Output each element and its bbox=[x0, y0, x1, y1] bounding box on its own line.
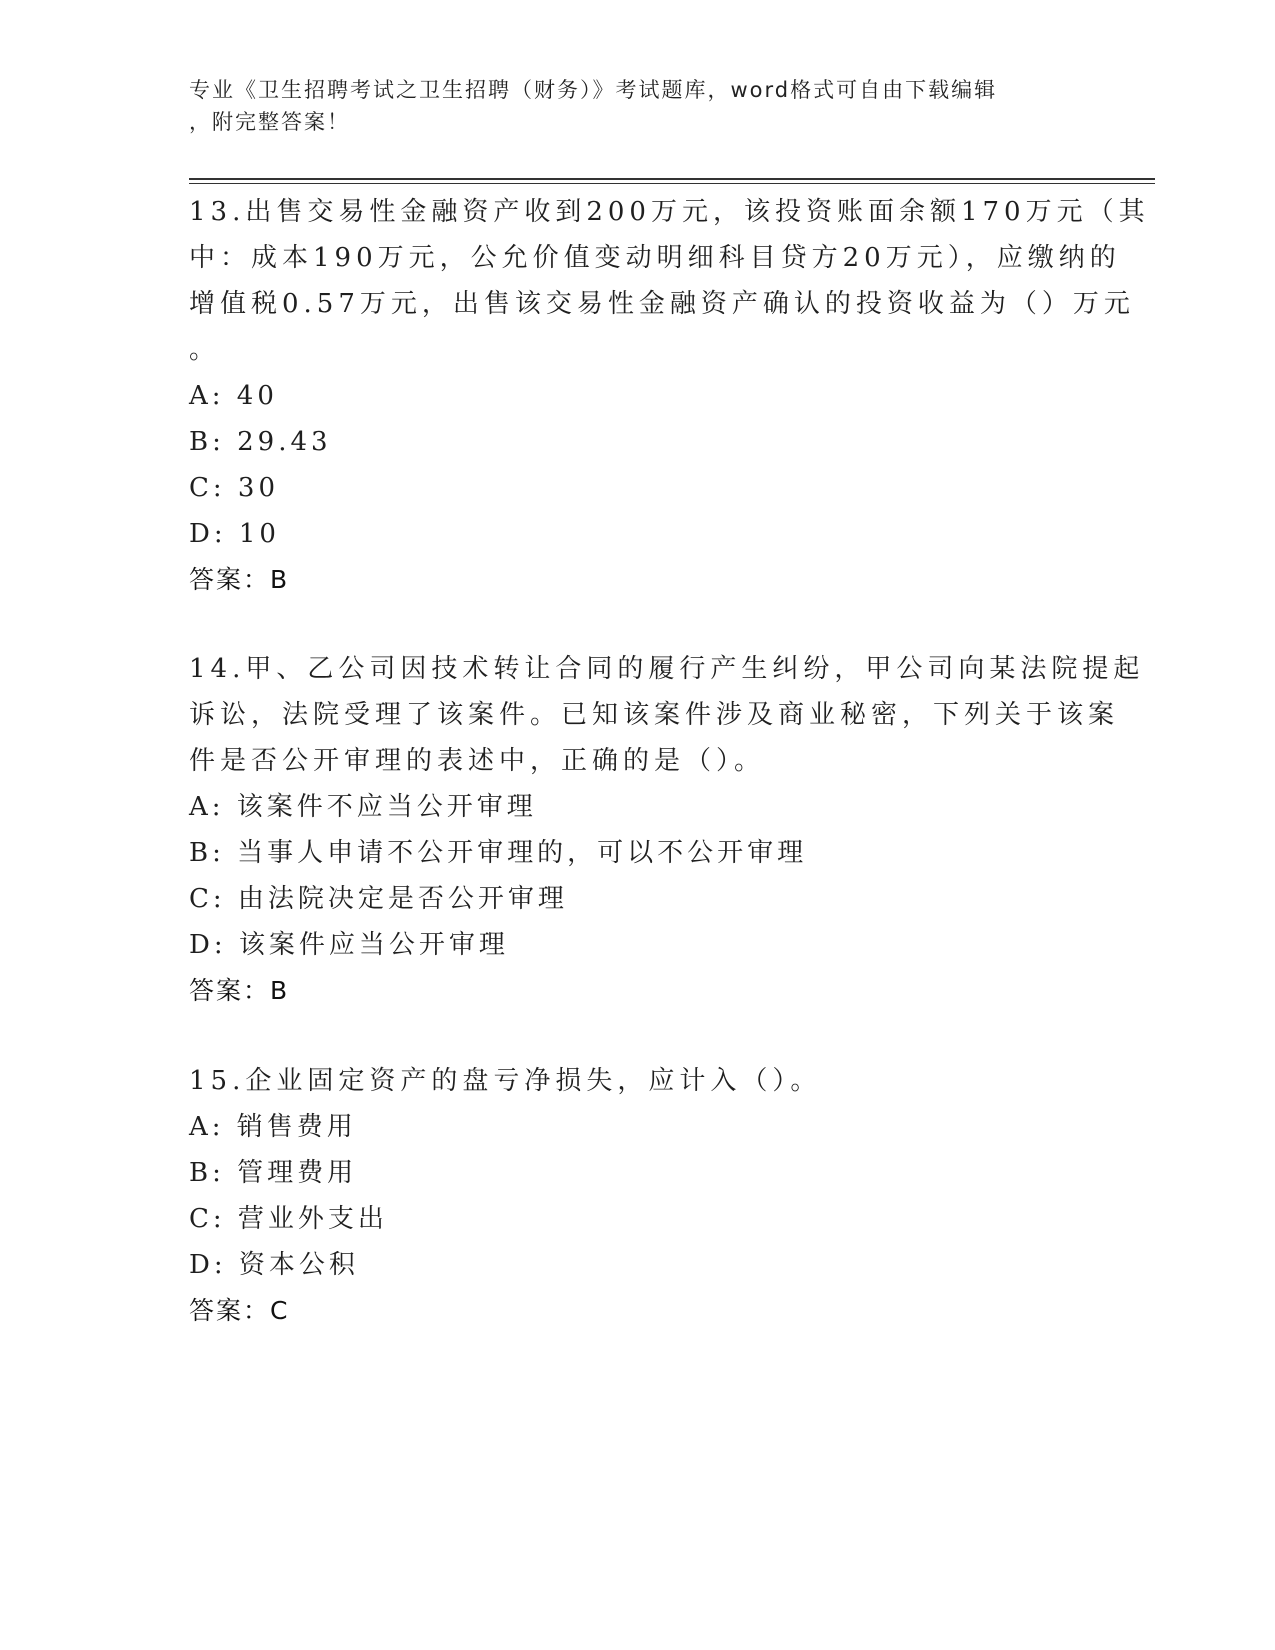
header-line-2: ，附完整答案！ bbox=[189, 110, 350, 134]
option-b: B: 当事人申请不公开审理的，可以不公开审理 bbox=[189, 838, 808, 868]
stem-line: 13.出售交易性金融资产收到200万元，该投资账面余额170万元（其 bbox=[189, 197, 1150, 227]
question-13 bbox=[189, 189, 1150, 603]
stem-line: 14.甲、乙公司因技术转让合同的履行产生纠纷，甲公司向某法院提起 bbox=[189, 654, 1145, 684]
option-d: D: 该案件应当公开审理 bbox=[189, 930, 509, 960]
stem-line: 15.企业固定资产的盘亏净损失，应计入（）。 bbox=[189, 1066, 822, 1096]
stem-line: 。 bbox=[189, 335, 221, 365]
answer-line: 答案：B bbox=[189, 565, 290, 594]
header-divider-thin bbox=[189, 183, 1155, 184]
option-d: D: 资本公积 bbox=[189, 1250, 359, 1280]
question-14 bbox=[189, 646, 1145, 1014]
option-b: B: 管理费用 bbox=[189, 1158, 358, 1188]
stem-line: 中：成本190万元，公允价值变动明细科目贷方20万元），应缴纳的 bbox=[189, 243, 1121, 273]
option-b: B: 29.43 bbox=[189, 427, 332, 457]
question-stem bbox=[189, 646, 1145, 784]
stem-line: 增值税0.57万元，出售该交易性金融资产确认的投资收益为（）万元 bbox=[189, 289, 1135, 319]
answer-line: 答案：C bbox=[189, 1296, 290, 1325]
question-stem bbox=[189, 189, 1150, 373]
question-15 bbox=[189, 1058, 1089, 1334]
option-a: A: 该案件不应当公开审理 bbox=[189, 792, 537, 822]
option-c: C: 营业外支出 bbox=[189, 1204, 388, 1234]
header-divider bbox=[189, 178, 1155, 180]
option-a: A: 销售费用 bbox=[189, 1112, 357, 1142]
document-header bbox=[189, 74, 1069, 138]
option-d: D: 10 bbox=[189, 519, 280, 549]
stem-line: 诉讼，法院受理了该案件。已知该案件涉及商业秘密，下列关于该案 bbox=[189, 700, 1120, 730]
answer-line: 答案：B bbox=[189, 976, 290, 1005]
stem-line: 件是否公开审理的表述中，正确的是（）。 bbox=[189, 746, 766, 776]
option-c: C: 30 bbox=[189, 473, 280, 503]
question-stem bbox=[189, 1058, 1089, 1104]
option-c: C: 由法院决定是否公开审理 bbox=[189, 884, 568, 914]
header-line-1: 专业《卫生招聘考试之卫生招聘（财务）》考试题库，word格式可自由下载编辑 bbox=[189, 78, 998, 102]
option-a: A: 40 bbox=[189, 381, 278, 411]
